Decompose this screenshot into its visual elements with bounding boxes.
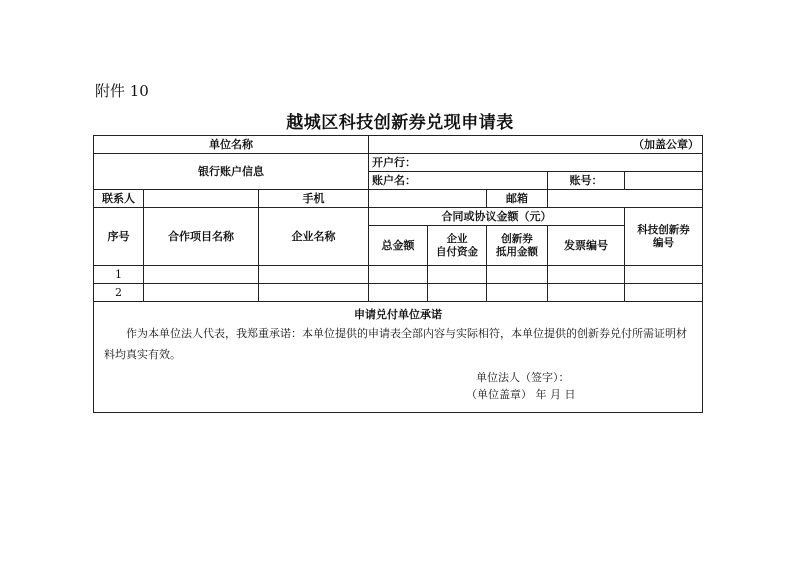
- account-name-label: 账户名：: [372, 174, 416, 187]
- project-cell[interactable]: [144, 284, 259, 302]
- contact-field[interactable]: [144, 190, 259, 208]
- bank-name-label: 开户行：: [372, 156, 416, 169]
- legal-rep-signature[interactable]: 单位法人（签字）：: [476, 371, 570, 384]
- invoice-cell[interactable]: [548, 266, 625, 284]
- promise-title: 申请兑付单位承诺: [354, 308, 443, 321]
- header-self-fund-line2: 自付资金: [436, 245, 478, 258]
- header-invoice: 发票编号: [548, 226, 625, 266]
- table-row: [94, 284, 703, 302]
- bank-name-field[interactable]: [369, 154, 703, 172]
- promise-section: [94, 302, 703, 413]
- unit-name-row: [94, 136, 703, 154]
- header-voucher-no-line1: 科技创新券: [637, 223, 690, 236]
- header-voucher-no-line2: 编号: [653, 236, 675, 249]
- promise-body: 作为本单位法人代表，我郑重承诺：本单位提供的申请表全部内容与实际相符，本单位提供的创新券兑付所需证明材料均真实有效。: [104, 327, 687, 361]
- account-name-field[interactable]: [369, 172, 548, 190]
- header-total: 总金额: [369, 226, 428, 266]
- email-field[interactable]: [548, 190, 703, 208]
- self-fund-cell[interactable]: [428, 284, 487, 302]
- phone-label: 手机: [259, 190, 369, 208]
- bank-info-label: 银行账户信息: [94, 154, 369, 190]
- contact-label: 联系人: [94, 190, 144, 208]
- header-self-fund-line1: 企业: [446, 232, 468, 245]
- voucher-amount-cell[interactable]: [487, 266, 548, 284]
- header-company: 企业名称: [259, 208, 369, 266]
- invoice-cell[interactable]: [548, 284, 625, 302]
- header-project: 合作项目名称: [144, 208, 259, 266]
- form-title: 越城区科技创新券兑现申请表: [286, 113, 514, 133]
- self-fund-cell[interactable]: [428, 266, 487, 284]
- table-row: [94, 266, 703, 284]
- application-form-table: [93, 135, 703, 413]
- account-no-label: 账号：: [548, 172, 625, 190]
- total-cell[interactable]: [369, 284, 428, 302]
- header-self-fund: [428, 226, 487, 266]
- contact-row: [94, 190, 703, 208]
- header-seq: 序号: [94, 208, 144, 266]
- promise-row: [94, 302, 703, 413]
- header-voucher-amount-line1: 创新券: [501, 232, 533, 245]
- header-contract-amount: 合同或协议金额（元）: [369, 208, 625, 226]
- header-voucher-no: [625, 208, 703, 266]
- voucher-no-cell[interactable]: [625, 266, 703, 284]
- row-seq: 1: [94, 266, 144, 284]
- total-cell[interactable]: [369, 266, 428, 284]
- seal-date: （单位盖章） 年 月 日: [466, 388, 576, 401]
- email-label: 邮箱: [487, 190, 548, 208]
- company-cell[interactable]: [259, 266, 369, 284]
- unit-name-label: 单位名称: [94, 136, 369, 154]
- row-seq: 2: [94, 284, 144, 302]
- header-row-1: [94, 208, 703, 226]
- voucher-amount-cell[interactable]: [487, 284, 548, 302]
- seal-note: （加盖公章）: [633, 138, 700, 151]
- bank-row-1: [94, 154, 703, 172]
- header-voucher-amount: [487, 226, 548, 266]
- project-cell[interactable]: [144, 266, 259, 284]
- voucher-no-cell[interactable]: [625, 284, 703, 302]
- attachment-label: 附件 10: [95, 82, 149, 100]
- account-no-field[interactable]: [625, 172, 703, 190]
- phone-field[interactable]: [369, 190, 487, 208]
- header-voucher-amount-line2: 抵用金额: [496, 245, 538, 258]
- company-cell[interactable]: [259, 284, 369, 302]
- unit-name-field[interactable]: [369, 136, 703, 154]
